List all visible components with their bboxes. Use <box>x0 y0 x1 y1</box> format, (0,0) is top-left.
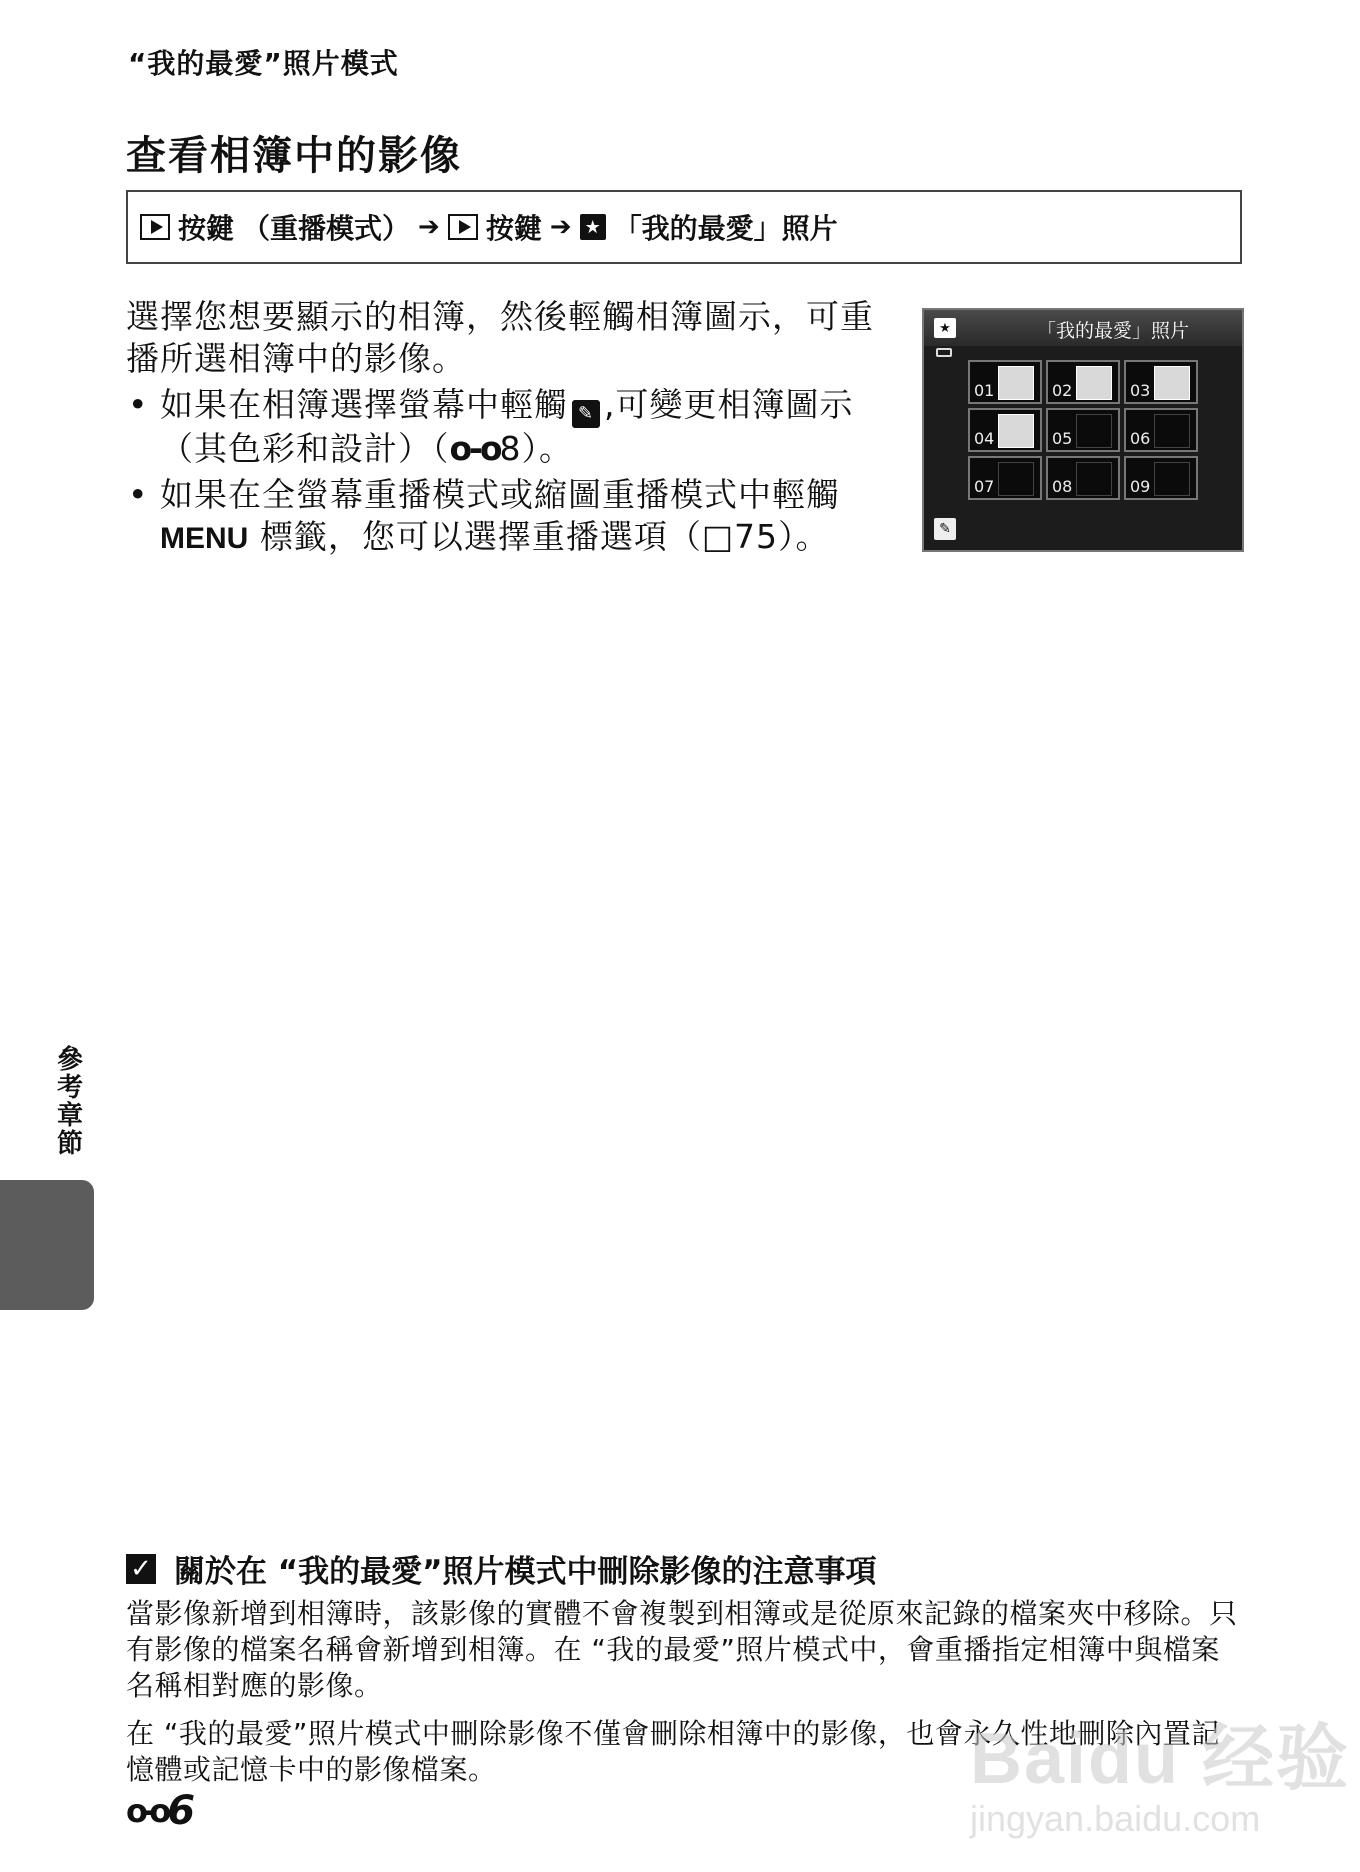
album-tile-01[interactable] <box>968 360 1042 404</box>
note-title: 關於在 “我的最愛”照片模式中刪除影像的注意事項 <box>174 1554 877 1590</box>
battery-icon <box>936 348 952 357</box>
reference-section-icon: o-o <box>449 429 500 468</box>
section-header: “我的最愛”照片模式 <box>128 47 399 80</box>
bullet1-text-start: 如果在相簿選擇螢幕中輕觸 <box>160 385 568 424</box>
page-number-value: 6 <box>167 1788 196 1834</box>
album-thumbnail <box>998 462 1034 496</box>
navigation-path <box>126 190 1242 264</box>
camera-screen-illustration <box>922 308 1244 552</box>
album-number: 03 <box>1130 381 1151 400</box>
album-number: 07 <box>974 477 995 496</box>
watermark-url: jingyan.baidu.com <box>970 1798 1261 1839</box>
album-thumbnail <box>1076 414 1112 448</box>
album-number: 01 <box>974 381 995 400</box>
album-tile-03[interactable] <box>1124 360 1198 404</box>
watermark-logo: Baidu 经验 <box>970 1719 1351 1799</box>
album-tile-05[interactable] <box>1046 408 1120 452</box>
book-reference-icon: □ <box>701 517 735 556</box>
watermark <box>970 1700 1350 1840</box>
playback-button-icon <box>448 214 478 240</box>
album-grid <box>968 360 1198 500</box>
side-tab-label: 參考章節 <box>56 1045 83 1159</box>
album-number: 04 <box>974 429 995 448</box>
album-thumbnail <box>1076 366 1112 400</box>
page-number <box>126 1788 195 1834</box>
album-tile-02[interactable] <box>1046 360 1120 404</box>
album-tile-08[interactable] <box>1046 456 1120 500</box>
album-thumbnail <box>998 366 1034 400</box>
album-number: 05 <box>1052 429 1073 448</box>
album-thumbnail <box>998 414 1034 448</box>
nav-step1-key: 按鍵 <box>178 212 235 245</box>
album-thumbnail <box>1154 366 1190 400</box>
nav-step1-note: （重播模式） <box>242 212 411 245</box>
bullet-item <box>126 474 896 560</box>
star-icon: ★ <box>934 318 956 338</box>
pencil-icon: ✎ <box>572 400 600 428</box>
note-paragraph-1: 當影像新增到相簿時，該影像的實體不會複製到相簿或是從原來記錄的檔案夾中移除。只有影像的檔案名稱會新增到相簿。在 “我的最愛”照片模式中，會重播指定相簿中與檔案名稱相對應的影像。 <box>126 1597 1238 1702</box>
arrow-right-icon: ➔ <box>549 212 572 242</box>
bullet1-ref: 8）。 <box>499 429 574 468</box>
playback-button-icon <box>140 214 170 240</box>
menu-label: MENU <box>160 522 249 555</box>
bullet2-text-end: 標籤，您可以選擇重播選項（ <box>248 517 702 556</box>
album-number: 02 <box>1052 381 1073 400</box>
pencil-icon[interactable]: ✎ <box>934 518 956 540</box>
album-number: 08 <box>1052 477 1073 496</box>
album-number: 06 <box>1130 429 1151 448</box>
nav-step3-label: 「我的最愛」照片 <box>613 212 838 245</box>
arrow-right-icon: ➔ <box>418 212 440 242</box>
bullet-item <box>126 384 896 470</box>
album-tile-06[interactable] <box>1124 408 1198 452</box>
bullet-list <box>126 384 896 564</box>
album-tile-04[interactable] <box>968 408 1042 452</box>
page-title: 查看相簿中的影像 <box>126 133 462 179</box>
album-tile-09[interactable] <box>1124 456 1198 500</box>
reference-section-icon: o-o <box>126 1792 166 1830</box>
check-icon: ✓ <box>126 1554 156 1584</box>
bullet2-text-start: 如果在全螢幕重播模式或縮圖重播模式中輕觸 <box>160 475 840 514</box>
favorite-star-icon: ★ <box>580 214 606 240</box>
bullet2-ref: 75）。 <box>734 517 830 556</box>
bullet1-text-end: ,可變更相簿圖示（其色彩和設計）（ <box>160 385 854 468</box>
nav-step2-key: 按鍵 <box>485 212 542 245</box>
screen-title: 「我的最愛」照片 <box>1036 320 1189 342</box>
album-thumbnail <box>1154 462 1190 496</box>
note-heading <box>126 1546 877 1591</box>
chapter-tab <box>0 1180 94 1310</box>
album-thumbnail <box>1154 414 1190 448</box>
intro-paragraph: 選擇您想要顯示的相簿，然後輕觸相簿圖示，可重播所選相簿中的影像。 <box>126 297 874 378</box>
screen-title-bar <box>924 310 1242 346</box>
album-tile-07[interactable] <box>968 456 1042 500</box>
album-number: 09 <box>1130 477 1151 496</box>
album-thumbnail <box>1076 462 1112 496</box>
note-paragraph-2: 在 “我的最愛”照片模式中刪除影像不僅會刪除相簿中的影像，也會永久性地刪除內置記憶體或記憶卡中的影像檔案。 <box>126 1717 1220 1786</box>
